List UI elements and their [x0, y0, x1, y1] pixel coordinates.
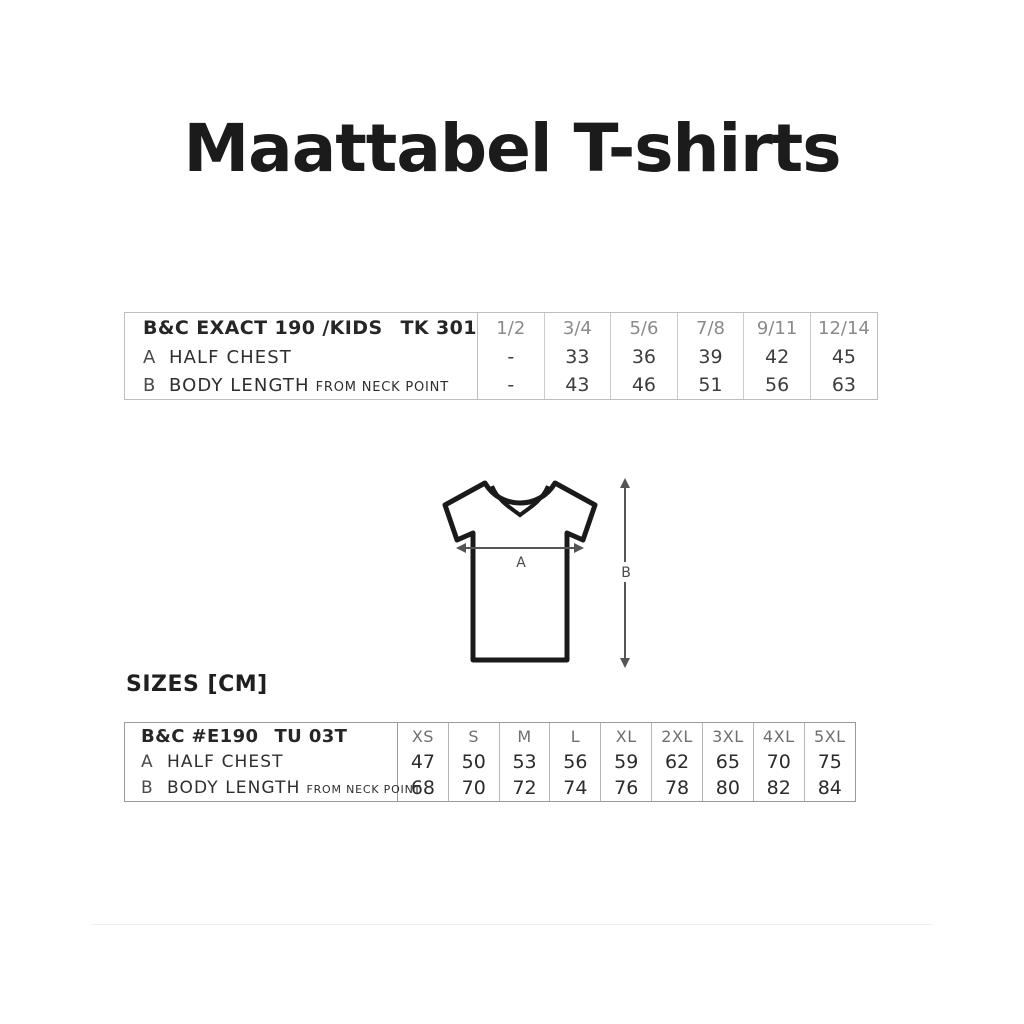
table-row [125, 371, 877, 399]
adult-size-table [124, 722, 856, 802]
kids-half-chest-value: 45 [810, 343, 877, 371]
kids-body-length-value: - [478, 371, 545, 399]
adult-body-length-value: 72 [499, 775, 550, 801]
kids-half-chest-value: 42 [744, 343, 811, 371]
length-arrow-bottom-icon [620, 658, 630, 668]
kids-half-chest-cell [125, 343, 478, 371]
chest-arrow-right-icon [574, 543, 584, 553]
adult-row-label-body-length: BODY LENGTH [167, 778, 301, 798]
kids-row-tag-a: A [143, 346, 157, 368]
adult-column-header: S [448, 723, 499, 749]
adult-body-length-value: 76 [601, 775, 652, 801]
adult-column-header: XS [398, 723, 449, 749]
adult-half-chest-value: 62 [652, 749, 703, 775]
adult-half-chest-value: 59 [601, 749, 652, 775]
adult-body-length-value: 80 [702, 775, 753, 801]
adult-brand-label: B&C #E190 [141, 725, 259, 747]
kids-body-length-value: 63 [810, 371, 877, 399]
adult-size-table-grid [125, 723, 855, 801]
table-row [125, 749, 855, 775]
adult-code-label: TU 03T [274, 725, 348, 747]
kids-half-chest-value: - [478, 343, 545, 371]
kids-body-length-value: 43 [544, 371, 611, 399]
adult-body-length-value: 82 [753, 775, 804, 801]
kids-brand-label: B&C EXACT 190 /KIDS [143, 317, 383, 339]
adult-body-length-value: 68 [398, 775, 449, 801]
length-label: B [621, 565, 631, 581]
tshirt-diagram-svg [370, 470, 670, 680]
adult-half-chest-value: 53 [499, 749, 550, 775]
table-row [125, 723, 855, 749]
kids-row-label-half-chest: HALF CHEST [169, 346, 292, 368]
kids-row-label-body-length: BODY LENGTH [169, 374, 310, 396]
chest-label: A [516, 555, 526, 571]
adult-half-chest-cell [125, 749, 398, 775]
adult-half-chest-value: 47 [398, 749, 449, 775]
kids-half-chest-value: 36 [611, 343, 678, 371]
kids-size-table-grid [125, 313, 877, 399]
tshirt-outline [445, 483, 595, 660]
kids-column-header: 9/11 [744, 313, 811, 343]
table-row [125, 775, 855, 801]
kids-column-header: 12/14 [810, 313, 877, 343]
tshirt-measurement-diagram [370, 470, 670, 680]
adult-body-length-value: 84 [804, 775, 855, 801]
kids-half-chest-value: 33 [544, 343, 611, 371]
kids-body-length-value: 46 [611, 371, 678, 399]
adult-body-length-value: 78 [652, 775, 703, 801]
adult-body-length-cell [125, 775, 422, 801]
adult-body-length-value: 74 [550, 775, 601, 801]
table-row [125, 313, 877, 343]
adult-row-label-half-chest: HALF CHEST [167, 752, 284, 772]
adult-column-header: L [550, 723, 601, 749]
kids-column-header: 1/2 [478, 313, 545, 343]
kids-column-header: 7/8 [677, 313, 744, 343]
adult-column-header: 3XL [702, 723, 753, 749]
kids-column-header: 3/4 [544, 313, 611, 343]
bottom-divider [92, 924, 932, 925]
kids-row-note: FROM NECK POINT [315, 379, 449, 395]
adult-row-tag-a: A [141, 752, 154, 772]
adult-half-chest-value: 70 [753, 749, 804, 775]
kids-code-label: TK 301 [400, 317, 477, 339]
kids-size-table [124, 312, 878, 400]
page-title: Maattabel T-shirts [183, 110, 841, 187]
adult-column-header: 5XL [804, 723, 855, 749]
adult-column-header: XL [601, 723, 652, 749]
adult-row-note: FROM NECK POINT [306, 783, 422, 796]
kids-body-length-value: 56 [744, 371, 811, 399]
kids-body-length-value: 51 [677, 371, 744, 399]
adult-half-chest-value: 56 [550, 749, 601, 775]
kids-row-tag-b: B [143, 374, 157, 396]
adult-brand-cell [125, 723, 398, 749]
sizes-unit-label: SIZES [CM] [126, 672, 268, 697]
adult-column-header: 2XL [652, 723, 703, 749]
table-row [125, 343, 877, 371]
adult-column-header: M [499, 723, 550, 749]
kids-body-length-cell [125, 371, 478, 399]
kids-brand-cell [125, 313, 478, 343]
length-arrow-top-icon [620, 478, 630, 488]
adult-body-length-value: 70 [448, 775, 499, 801]
adult-row-tag-b: B [141, 778, 154, 798]
kids-column-header: 5/6 [611, 313, 678, 343]
adult-half-chest-value: 65 [702, 749, 753, 775]
adult-half-chest-value: 50 [448, 749, 499, 775]
chest-arrow-left-icon [456, 543, 466, 553]
kids-half-chest-value: 39 [677, 343, 744, 371]
adult-column-header: 4XL [753, 723, 804, 749]
adult-half-chest-value: 75 [804, 749, 855, 775]
